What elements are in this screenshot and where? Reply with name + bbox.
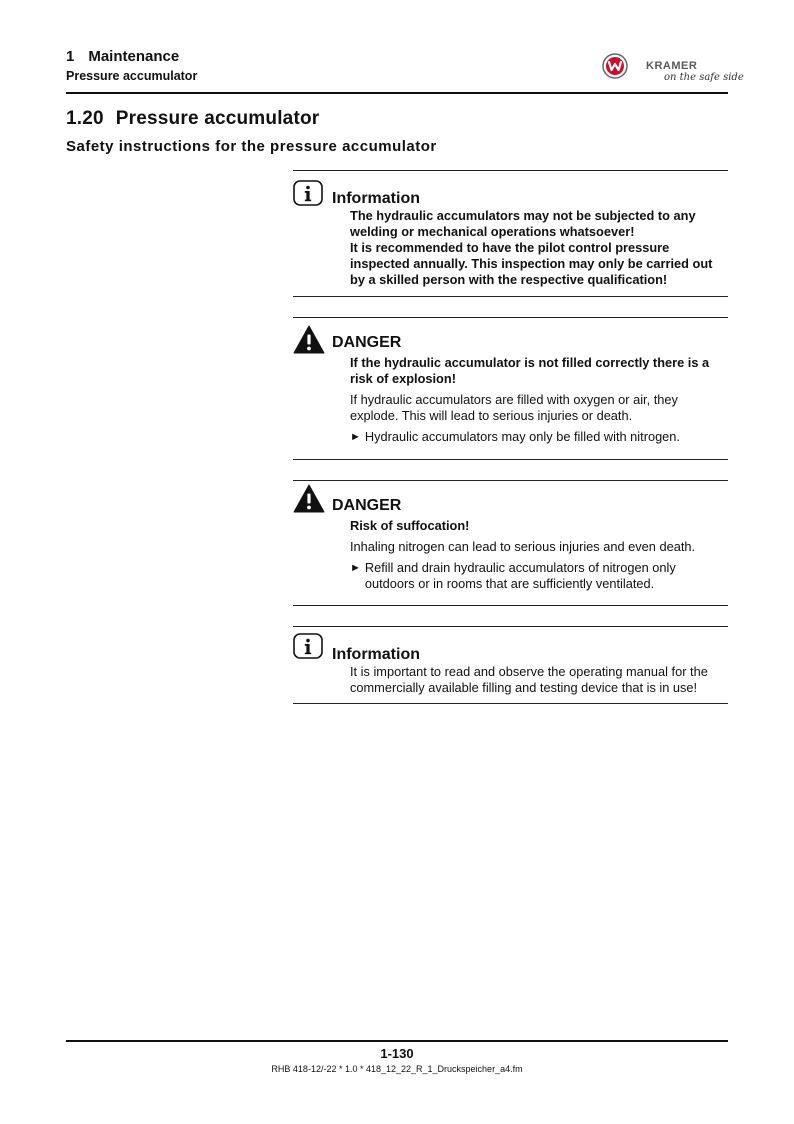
info-icon <box>293 633 323 659</box>
consequence-text <box>350 539 728 555</box>
kramer-logo-icon <box>602 53 628 79</box>
information-notice <box>293 626 728 704</box>
info-icon <box>293 180 323 206</box>
chapter-title: Maintenance <box>88 48 180 65</box>
title-text: Pressure accumulator <box>115 108 320 129</box>
bullet-text <box>365 560 676 592</box>
bullet-line: outdoors or in rooms that are sufficiently ventilated. <box>364 576 655 591</box>
logo-name: KRAMER <box>646 60 698 72</box>
notice-line: welding or mechanical operations whatsoever! <box>350 224 635 239</box>
chapter-number: 1 <box>66 48 75 65</box>
notice-line: inspected annually. This inspection may only be carried out <box>350 256 713 271</box>
danger-statement <box>350 355 728 387</box>
notice-body <box>350 208 728 288</box>
logo-slogan: on the safe side <box>664 72 744 83</box>
notice-line: Inhaling nitrogen can lead to serious injuries and even death. <box>350 539 696 554</box>
page-title <box>66 108 319 130</box>
title-number: 1.20 <box>66 108 104 129</box>
bullet-arrow-icon: ► <box>350 562 361 574</box>
warning-triangle-icon <box>293 325 325 354</box>
notice-line: If hydraulic accumulators are filled with oxygen or air, they <box>350 392 678 407</box>
notice-line: commercially available filling and testing device that is in use! <box>350 680 698 695</box>
notice-line: by a skilled person with the respective qualification! <box>350 272 668 287</box>
notice-line: explode. This will lead to serious injuries or death. <box>350 408 633 423</box>
notice-line: It is recommended to have the pilot control pressure <box>350 240 670 255</box>
section-heading: Pressure accumulator <box>66 69 198 83</box>
consequence-text <box>350 392 728 424</box>
notice-line: risk of explosion! <box>350 371 456 386</box>
bullet-line: Refill and drain hydraulic accumulators of nitrogen only <box>364 560 676 575</box>
notice-line: The hydraulic accumulators may not be subjected to any <box>350 208 696 223</box>
chapter-heading <box>66 48 179 65</box>
notice-body <box>350 355 728 445</box>
warning-triangle-icon <box>293 484 325 513</box>
page-subtitle: Safety instructions for the pressure accumulator <box>66 138 437 155</box>
danger-statement <box>350 518 728 534</box>
danger-notice-suffocation <box>293 480 728 606</box>
instruction-bullet <box>350 560 728 592</box>
notice-heading: Information <box>332 646 420 663</box>
bullet-text: Hydraulic accumulators may only be filled with nitrogen. <box>364 429 680 444</box>
danger-notice-explosion <box>293 317 728 460</box>
notice-line: Risk of suffocation! <box>350 518 470 533</box>
notice-heading: DANGER <box>332 334 402 351</box>
notice-line: If the hydraulic accumulator is not filled correctly there is a <box>350 355 710 370</box>
page-footer <box>66 1040 728 1074</box>
instruction-bullet <box>350 429 728 445</box>
bullet-arrow-icon: ► <box>350 431 361 443</box>
notice-line: It is important to read and observe the operating manual for the <box>350 664 708 679</box>
page-header <box>66 48 744 94</box>
kramer-logo <box>602 52 744 86</box>
notice-heading: DANGER <box>332 497 402 514</box>
document-reference: RHB 418-12/-22 * 1.0 * 418_12_22_R_1_Druckspeicher_a4.fm <box>271 1064 523 1074</box>
page-number: 1-130 <box>380 1046 414 1061</box>
notice-heading: Information <box>332 190 420 207</box>
notice-body <box>350 664 728 696</box>
information-notice <box>293 170 728 297</box>
notice-body <box>350 518 728 592</box>
